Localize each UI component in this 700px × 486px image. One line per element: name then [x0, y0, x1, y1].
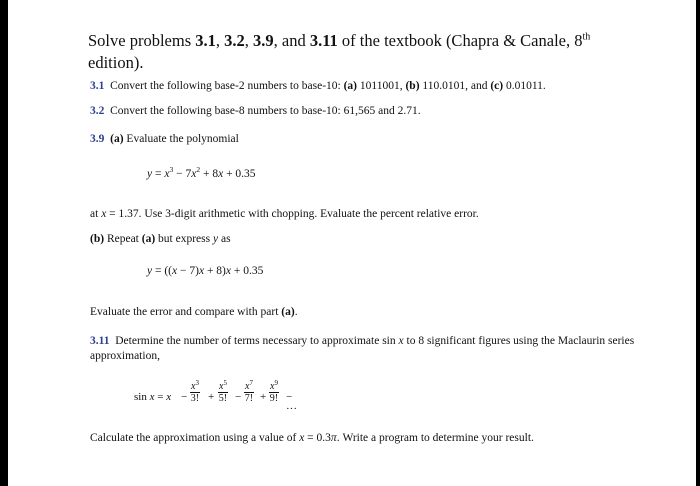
page-heading: Solve problems 3.1, 3.2, 3.9, and 3.11 of the textbook (Chapra & Canale, 8th edition). — [88, 31, 591, 72]
problem-3-11-calc: Calculate the approximation using a value of x = 0.3π. Write a program to determine your result. — [90, 432, 534, 444]
right-frame-border — [696, 0, 700, 486]
series-term-x5: $\frac{x^5}{5!}$ — [218, 379, 228, 404]
problem-3-2: 3.2 Convert the following base-8 numbers to base-10: 61,565 and 2.71. — [90, 105, 421, 117]
problem-number: 3.9 — [90, 133, 105, 145]
problem-3-9-part-b: (b) Repeat (a) but express y as — [90, 233, 231, 245]
problem-number: 3.11 — [90, 335, 110, 347]
series-minus: − — [181, 391, 188, 403]
problem-number: 3.1 — [90, 80, 105, 92]
series-term-x3: $\frac{x^3}{3!}$ — [190, 379, 200, 404]
series-term-x9: $\frac{x^9}{9!}$ — [269, 379, 279, 404]
document-page — [8, 0, 696, 486]
series-lhs: sin x = x — [134, 391, 172, 403]
problem-3-9-compare: Evaluate the error and compare with part (a). — [90, 306, 298, 318]
problem-3-9: 3.9 (a) Evaluate the polynomial — [90, 133, 239, 145]
problem-3-11: 3.11 Determine the number of terms necessary to approximate sin x to 8 significant figures using the Maclaurin series — [90, 335, 635, 347]
series-plus: + — [260, 391, 267, 403]
problem-3-1: 3.1 Convert the following base-2 numbers to base-10: (a) 1011001, (b) 110.0101, and (c) 0.01011. — [90, 80, 546, 92]
left-frame-border — [0, 0, 8, 486]
polynomial-equation: $y = x^3 - 7x^2 + 8x + 0.35$ — [147, 165, 256, 180]
series-term-x7: $\frac{x^7}{7!}$ — [244, 379, 254, 404]
nested-polynomial-equation: y = ((x − 7)x + 8)x + 0.35 — [147, 265, 264, 277]
problem-3-11-line2: approximation, — [90, 350, 160, 362]
problem-number: 3.2 — [90, 105, 105, 117]
series-minus: − — [235, 391, 242, 403]
series-plus: + — [208, 391, 215, 403]
problem-3-9-instructions: at x = 1.37. Use 3-digit arithmetic with chopping. Evaluate the percent relative error. — [90, 208, 479, 220]
series-ellipsis: − ··· — [286, 391, 297, 415]
